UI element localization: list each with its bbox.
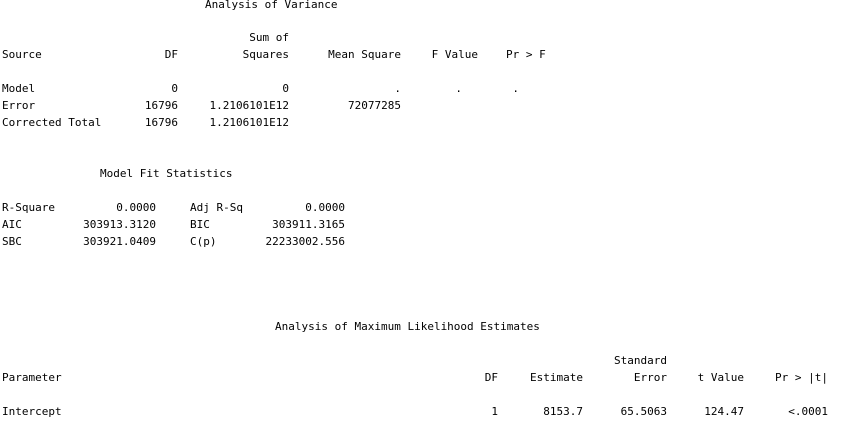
fit-label: R-Square [2,201,55,214]
fit-label: C(p) [190,235,217,248]
mle-row-p: <.0001 [788,405,828,418]
mle-row-t: 124.47 [704,405,744,418]
anova-row-source: Error [2,99,36,112]
fit-label: BIC [190,218,210,231]
fit-title: Model Fit Statistics [100,167,233,180]
mle-header-se-line2: Error [633,371,667,384]
anova-header-f: F Value [431,48,478,61]
fit-value: 303921.0409 [83,235,156,248]
anova-row-p: . [512,82,519,95]
anova-row-df: 16796 [144,99,178,112]
anova-header-ss-line1: Sum of [249,31,289,44]
anova-row-df: 0 [171,82,178,95]
mle-header-p: Pr > |t| [775,371,828,384]
mle-header-t: t Value [697,371,744,384]
anova-title: Analysis of Variance [205,0,338,11]
anova-row-f: . [455,82,462,95]
mle-row-df: 1 [491,405,498,418]
anova-row-source: Model [2,82,36,95]
anova-header-source: Source [2,48,42,61]
anova-row-ss: 0 [282,82,289,95]
mle-header-df: DF [484,371,498,384]
anova-row-ss: 1.2106101E12 [209,116,289,129]
anova-header-ms: Mean Square [328,48,401,61]
anova-row-source: Corrected Total [2,116,102,129]
anova-header-p: Pr > F [506,48,546,61]
mle-header-estimate: Estimate [530,371,583,384]
fit-value: 22233002.556 [265,235,345,248]
fit-value: 303913.3120 [83,218,156,231]
mle-row-estimate: 8153.7 [543,405,583,418]
mle-row-se: 65.5063 [620,405,667,418]
anova-row-ss: 1.2106101E12 [209,99,289,112]
mle-header-se-line1: Standard [614,354,667,367]
anova-row-df: 16796 [144,116,178,129]
fit-value: 0.0000 [305,201,345,214]
fit-label: Adj R-Sq [190,201,243,214]
anova-row-ms: . [394,82,401,95]
mle-header-parameter: Parameter [2,371,62,384]
anova-header-ss-line2: Squares [242,48,289,61]
fit-value: 303911.3165 [272,218,345,231]
fit-label: SBC [2,235,22,248]
fit-value: 0.0000 [116,201,156,214]
fit-label: AIC [2,218,22,231]
anova-header-df: DF [164,48,178,61]
anova-row-ms: 72077285 [348,99,401,112]
mle-title: Analysis of Maximum Likelihood Estimates [275,320,540,333]
mle-row-parameter: Intercept [2,405,62,418]
